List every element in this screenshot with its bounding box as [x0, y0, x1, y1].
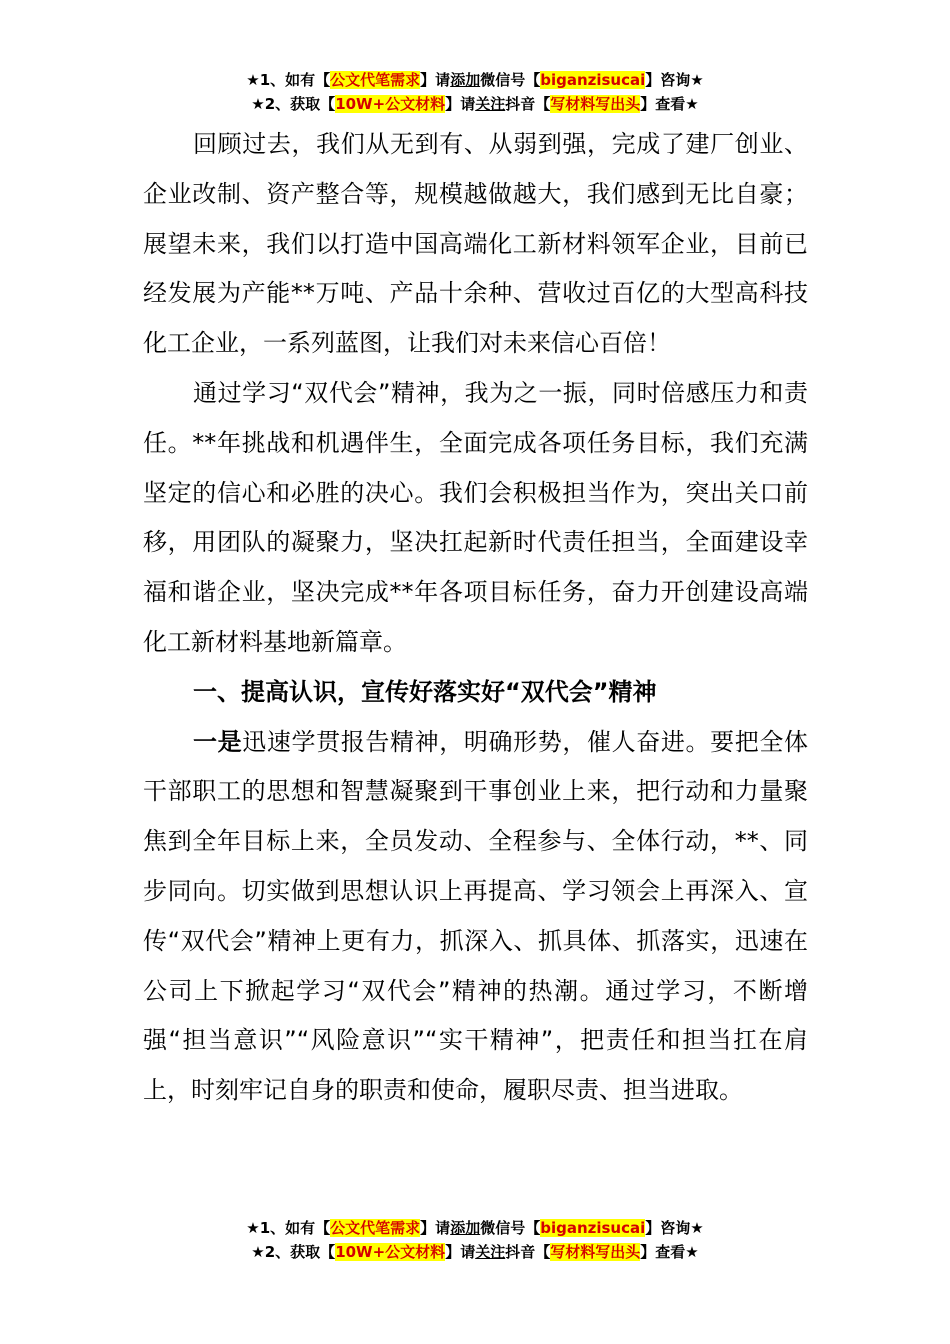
paragraph-3 — [143, 718, 808, 1116]
promo-highlight: 公文代笔需求 — [330, 71, 421, 89]
promo-text: 抖音【 — [505, 1243, 551, 1261]
promo-underline: 关注 — [475, 95, 506, 113]
promo-text: 微信号【 — [480, 71, 541, 89]
promo-highlight: biganzisucai — [540, 71, 646, 89]
promo-highlight: 写材料写出头 — [550, 1243, 641, 1261]
promo-highlight: 10W+公文材料 — [335, 1243, 446, 1261]
promo-text: ★2、获取【 — [251, 1243, 336, 1261]
promo-text: 】查看★ — [640, 95, 699, 113]
paragraph-3-lead: 一是 — [193, 727, 243, 756]
promo-underline: 添加 — [450, 71, 481, 89]
promo-text: 】请 — [445, 1243, 476, 1261]
promo-text: ★1、如有【 — [246, 1219, 331, 1237]
promo-text: 微信号【 — [480, 1219, 541, 1237]
promo-text: 】请 — [420, 1219, 451, 1237]
promo-highlight: 写材料写出头 — [550, 95, 641, 113]
promo-line-2 — [0, 1240, 950, 1264]
document-body — [143, 120, 808, 1116]
paragraph-2: 通过学习“双代会”精神，我为之一振，同时倍感压力和责任。**年挑战和机遇伴生，全面完成各项任务目标，我们充满坚定的信心和必胜的决心。我们会积极担当作为，突出关口前移，用团队的凝聚力，坚决扛起新时代责任担当，全面建设幸福和谐企业，坚决完成**年各项目标任务，奋力开创建设高端化工新材料基地新篇章。 — [143, 378, 808, 656]
promo-text: 】咨询★ — [645, 71, 704, 89]
promo-text: 】查看★ — [640, 1243, 699, 1261]
header-promo-banner — [0, 68, 950, 116]
promo-text: 】请 — [420, 71, 451, 89]
paragraph-1: 回顾过去，我们从无到有、从弱到强，完成了建厂创业、企业改制、资产整合等，规模越做越大，我们感到无比自豪；展望未来，我们以打造中国高端化工新材料领军企业，目前已经发展为产能**万吨、产品十余种、营收过百亿的大型高科技化工企业，一系列蓝图，让我们对未来信心百倍！ — [143, 130, 808, 358]
promo-line-1 — [0, 1216, 950, 1240]
promo-text: 抖音【 — [505, 95, 551, 113]
promo-underline: 关注 — [475, 1243, 506, 1261]
promo-highlight: biganzisucai — [540, 1219, 646, 1237]
promo-line-1 — [0, 68, 950, 92]
promo-underline: 添加 — [450, 1219, 481, 1237]
promo-text: ★1、如有【 — [246, 71, 331, 89]
promo-text: 】请 — [445, 95, 476, 113]
promo-highlight: 公文代笔需求 — [330, 1219, 421, 1237]
footer-promo-banner — [0, 1216, 950, 1264]
promo-line-2 — [0, 92, 950, 116]
promo-text: ★2、获取【 — [251, 95, 336, 113]
section-heading-1: 一、提高认识，宣传好落实好“双代会”精神 — [193, 677, 657, 706]
paragraph-3-text: 迅速学贯报告精神，明确形势，催人奋进。要把全体干部职工的思想和智慧凝聚到干事创业上来，把行动和力量聚焦到全年目标上来，全员发动、全程参与、全体行动，**、同步同向。切实做到思想认识上再提高、学习领会上再深入、宣传“双代会”精神上更有力，抓深入、抓具体、抓落实，迅速在公司上下掀起学习“双代会”精神的热潮。通过学习，不断增强“担当意识”“风险意识”“实干精神”，把责任和担当扛在肩上，时刻牢记自身的职责和使命，履职尽责、担当进取。 — [143, 727, 808, 1105]
promo-text: 】咨询★ — [645, 1219, 704, 1237]
promo-highlight: 10W+公文材料 — [335, 95, 446, 113]
